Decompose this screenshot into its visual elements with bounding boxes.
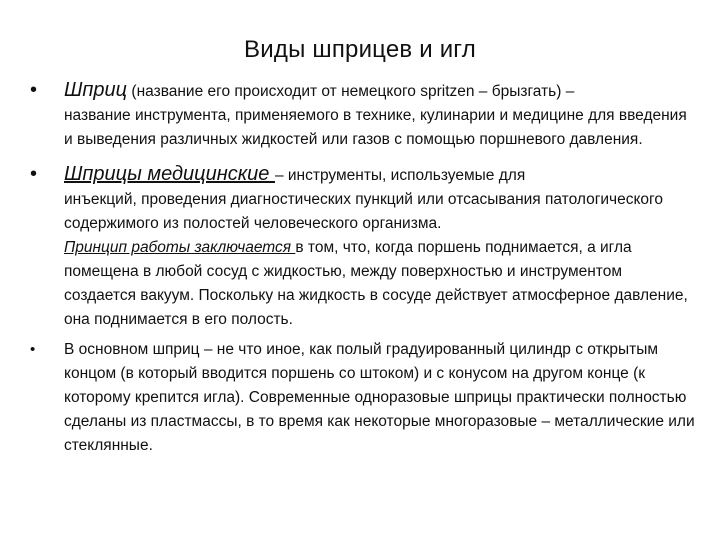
term-medical-syringes: Шприцы медицинские [64,163,275,185]
slide-title: Виды шприцев и игл [244,36,476,63]
bullet-icon: • [30,163,38,185]
principle-label: Принцип работы заключается [64,239,296,256]
bullet-icon: • [30,79,38,101]
bullet-list [30,78,696,458]
item-body-text [64,188,696,332]
principle-text: в том, что, когда поршень поднимается, а игла помещена в любой сосуд с жидкостью, между поверхностью и инструментом создается вакуум. Поскольку на жидкость в сосуде действует атмосферное давление, она поднимается в его полость. [64,239,688,328]
term-syringe: Шприц [64,79,128,101]
item-body-text: название инструмента, применяемого в технике, кулинарии и медицине для введения и выведения различных жидкостей или газов с помощью поршневого давления. [64,107,687,148]
list-item-medical-syringes [30,162,696,332]
item-body-part: инъекций, проведения диагностических пункций или отсасывания патологического содержимого из полостей человеческого организма. [64,191,663,232]
item-first-line [64,162,696,188]
item-body-text: В основном шприц – не что иное, как полый градуированный цилиндр с открытым концом (в который вводится поршень со штоком) и с конусом на другом конце (к которому крепится игла). Современные одноразовые шприцы практически полностью сделаны из пластмассы, в то время как некоторые многоразовые – металлические или стеклянные. [64,341,695,454]
item-lead-text: (название его происходит от немецкого spritzen – брызгать) – [127,83,575,100]
item-lead-text: – инструменты, используемые для [274,167,526,184]
bullet-icon: • [30,341,36,358]
list-item-syringe-structure [30,338,696,458]
item-first-line [64,78,696,104]
list-item-syringe [30,78,696,152]
